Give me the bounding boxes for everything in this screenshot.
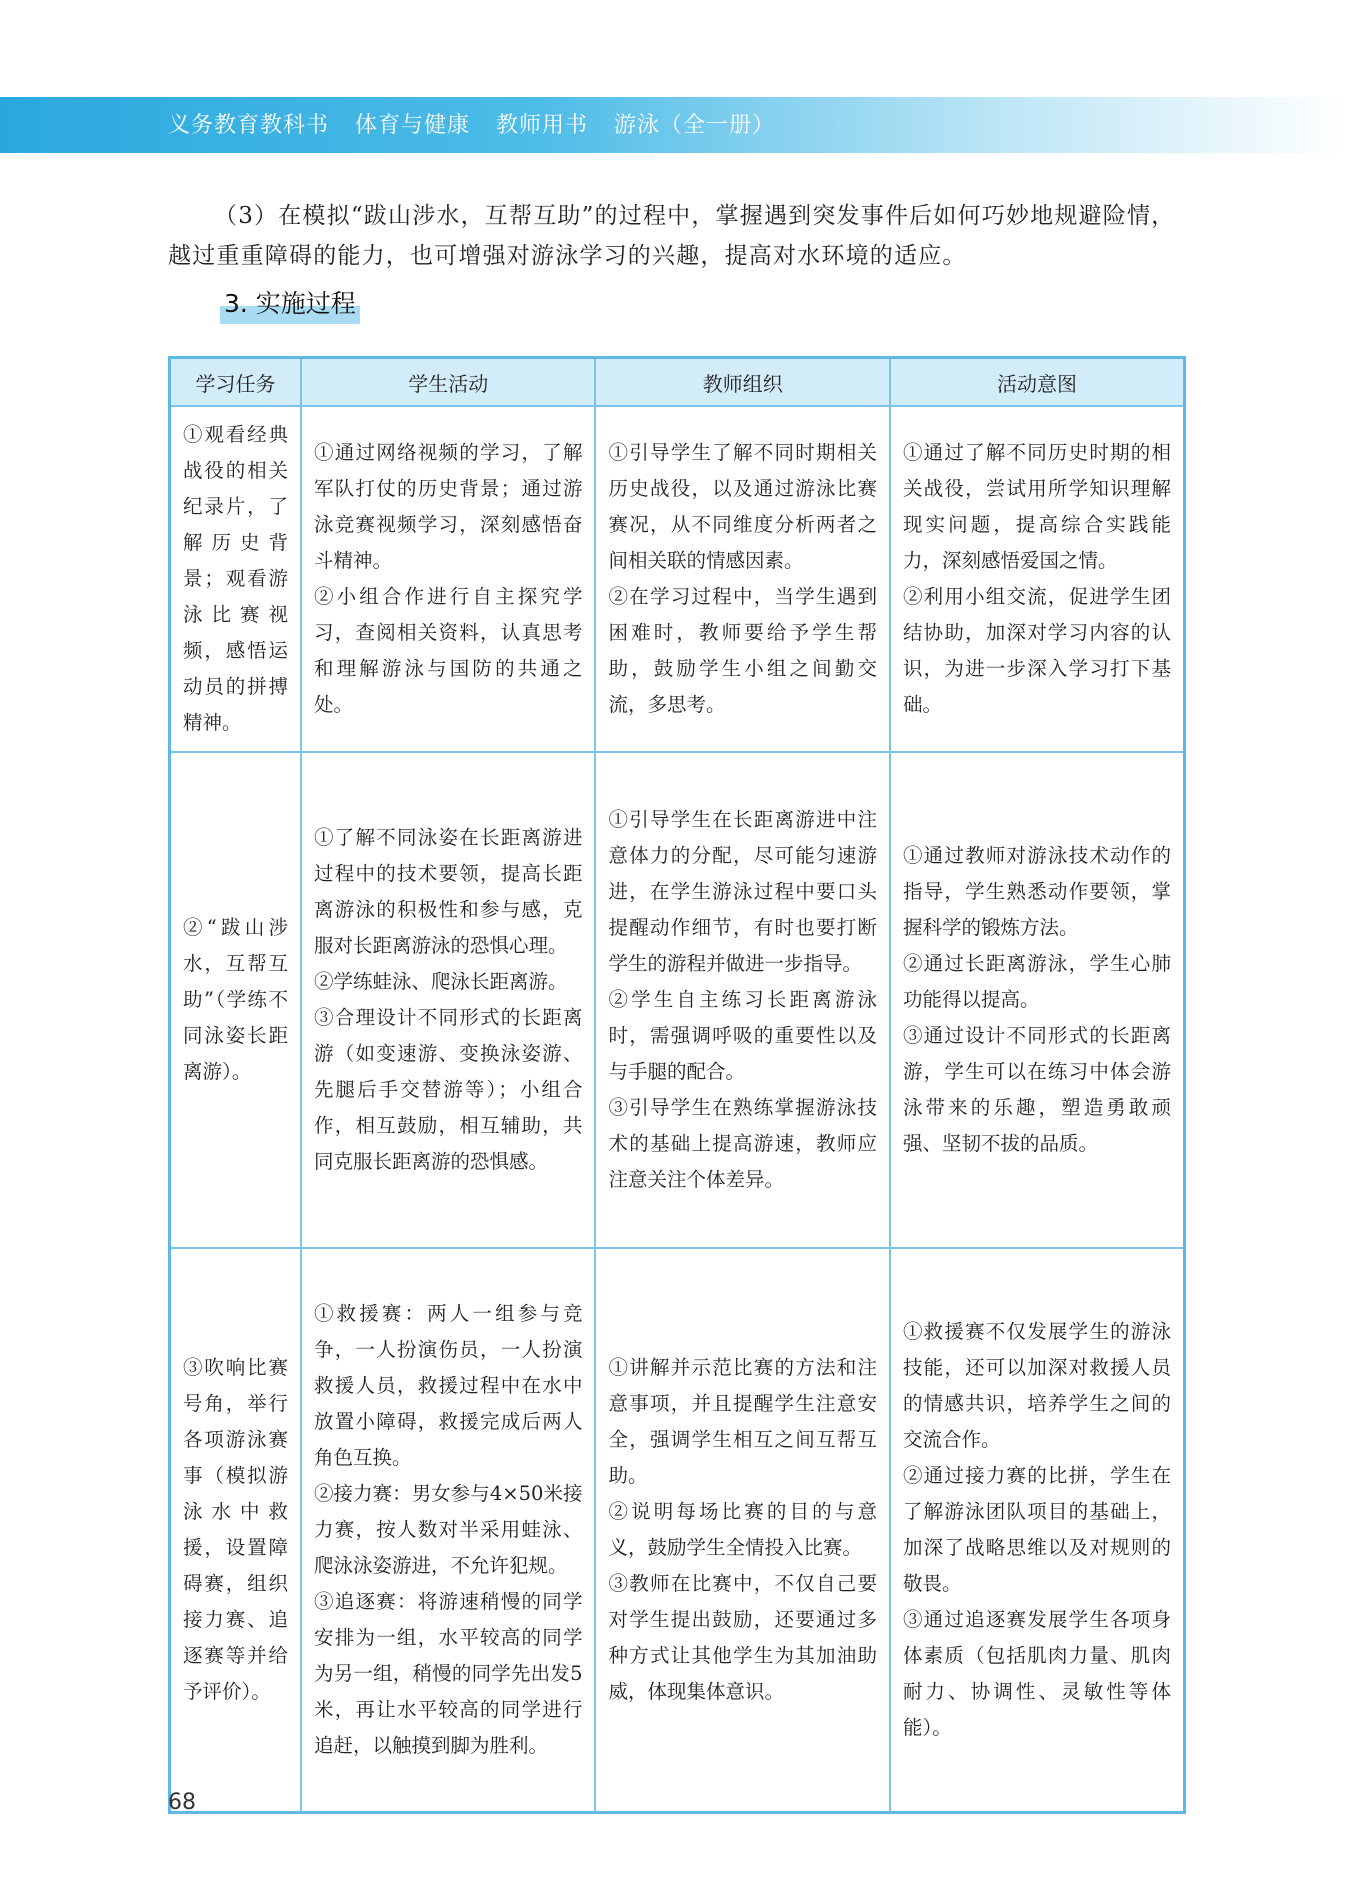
student-item: ①救援赛：两人一组参与竞争，一人扮演伤员，一人扮演救援人员，救援过程中在水中放置小障碍，救援完成后两人角色互换。	[314, 1302, 583, 1469]
table-row	[170, 752, 1185, 1248]
task-text: ②“跋山涉水，互帮互助”（学练不同泳姿长距离游）。	[183, 916, 288, 1083]
intro-block	[168, 196, 1188, 276]
implementation-table	[168, 356, 1186, 1814]
task-cell	[170, 406, 302, 752]
section-heading-text: 3. 实施过程	[220, 284, 360, 324]
header-learning-task: 学习任务	[170, 358, 302, 407]
student-item: ③合理设计不同形式的长距离游（如变速游、变换泳姿游、先腿后手交替游等）；小组合作，相互鼓励，相互辅助，共同克服长距离游的恐惧感。	[314, 1006, 583, 1173]
teacher-cell	[595, 752, 889, 1248]
intent-item: ①救援赛不仅发展学生的游泳技能，还可以加深对救援人员的情感共识，培养学生之间的交流合作。	[902, 1320, 1171, 1451]
task-text: ③吹响比赛号角，举行各项游泳赛事（模拟游泳水中救援，设置障碍赛，组织接力赛、追逐赛等并给予评价）。	[183, 1356, 288, 1703]
table-row	[170, 406, 1185, 752]
intent-cell	[890, 1248, 1185, 1813]
intent-cell	[890, 406, 1185, 752]
header-book-type: 教师用书	[496, 113, 589, 138]
intro-paragraph: （3）在模拟“跋山涉水，互帮互助”的过程中，掌握遇到突发事件后如何巧妙地规避险情，越过重重障碍的能力，也可增强对游泳学习的兴趣，提高对水环境的适应。	[168, 203, 1176, 269]
student-cell	[301, 406, 595, 752]
task-cell	[170, 1248, 302, 1813]
student-cell	[301, 1248, 595, 1813]
intent-item: ②利用小组交流，促进学生团结协助，加深对学习内容的认识，为进一步深入学习打下基础。	[902, 585, 1171, 716]
student-item: ①通过网络视频的学习，了解军队打仗的历史背景；通过游泳竞赛视频学习，深刻感悟奋斗精神。	[314, 441, 583, 572]
running-header	[168, 109, 793, 143]
table-header-row	[170, 358, 1185, 407]
teacher-item: ③引导学生在熟练掌握游泳技术的基础上提高游速，教师应注意关注个体差异。	[608, 1096, 877, 1191]
header-series: 义务教育教科书	[168, 113, 330, 138]
table-row	[170, 1248, 1185, 1813]
header-student-activity: 学生活动	[301, 358, 595, 407]
intent-item: ②通过长距离游泳，学生心肺功能得以提高。	[902, 952, 1171, 1011]
student-cell	[301, 752, 595, 1248]
teacher-item: ②学生自主练习长距离游泳时，需强调呼吸的重要性以及与手腿的配合。	[608, 988, 877, 1083]
page-number: 68	[168, 1790, 196, 1815]
teacher-item: ②说明每场比赛的目的与意义，鼓励学生全情投入比赛。	[608, 1500, 877, 1559]
task-cell	[170, 752, 302, 1248]
teacher-item: ③教师在比赛中，不仅自己要对学生提出鼓励，还要通过多种方式让其他学生为其加油助威，体现集体意识。	[608, 1572, 877, 1703]
header-subject: 体育与健康	[355, 113, 471, 138]
teacher-item: ②在学习过程中，当学生遇到困难时，教师要给予学生帮助，鼓励学生小组之间勤交流，多思考。	[608, 585, 877, 716]
section-heading	[220, 284, 360, 324]
teacher-cell	[595, 406, 889, 752]
task-text: ①观看经典战役的相关纪录片，了解历史背景；观看游泳比赛视频，感悟运动员的拼搏精神。	[183, 423, 288, 734]
teacher-cell	[595, 1248, 889, 1813]
header-activity-intent: 活动意图	[890, 358, 1185, 407]
teacher-item: ①引导学生了解不同时期相关历史战役，以及通过游泳比赛赛况，从不同维度分析两者之间相关联的情感因素。	[608, 441, 877, 572]
teacher-item: ①讲解并示范比赛的方法和注意事项，并且提醒学生注意安全，强调学生相互之间互帮互助。	[608, 1356, 877, 1487]
teacher-item: ①引导学生在长距离游进中注意体力的分配，尽可能匀速游进，在学生游泳过程中要口头提醒动作细节，有时也要打断学生的游程并做进一步指导。	[608, 808, 877, 975]
student-item: ②学练蛙泳、爬泳长距离游。	[314, 970, 568, 993]
intent-item: ②通过接力赛的比拼，学生在了解游泳团队项目的基础上，加深了战略思维以及对规则的敬畏。	[902, 1464, 1171, 1595]
intent-item: ③通过追逐赛发展学生各项身体素质（包括肌肉力量、肌肉耐力、协调性、灵敏性等体能）。	[902, 1608, 1171, 1739]
intent-item: ③通过设计不同形式的长距离游，学生可以在练习中体会游泳带来的乐趣，塑造勇敢顽强、坚韧不拔的品质。	[902, 1024, 1171, 1155]
student-item: ②接力赛：男女参与4×50米接力赛，按人数对半采用蛙泳、爬泳泳姿游进，不允许犯规。	[314, 1482, 583, 1577]
header-teacher-organization: 教师组织	[595, 358, 889, 407]
student-item: ①了解不同泳姿在长距离游进过程中的技术要领，提高长距离游泳的积极性和参与感，克服对长距离游泳的恐惧心理。	[314, 826, 583, 957]
intent-item: ①通过了解不同历史时期的相关战役，尝试用所学知识理解现实问题，提高综合实践能力，深刻感悟爱国之情。	[902, 441, 1171, 572]
student-item: ③追逐赛：将游速稍慢的同学安排为一组，水平较高的同学为另一组，稍慢的同学先出发5米，再让水平较高的同学进行追赶，以触摸到脚为胜利。	[314, 1590, 583, 1757]
student-item: ②小组合作进行自主探究学习，查阅相关资料，认真思考和理解游泳与国防的共通之处。	[314, 585, 583, 716]
header-volume: 游泳（全一册）	[614, 113, 776, 138]
intent-cell	[890, 752, 1185, 1248]
intent-item: ①通过教师对游泳技术动作的指导，学生熟悉动作要领，掌握科学的锻炼方法。	[902, 844, 1171, 939]
